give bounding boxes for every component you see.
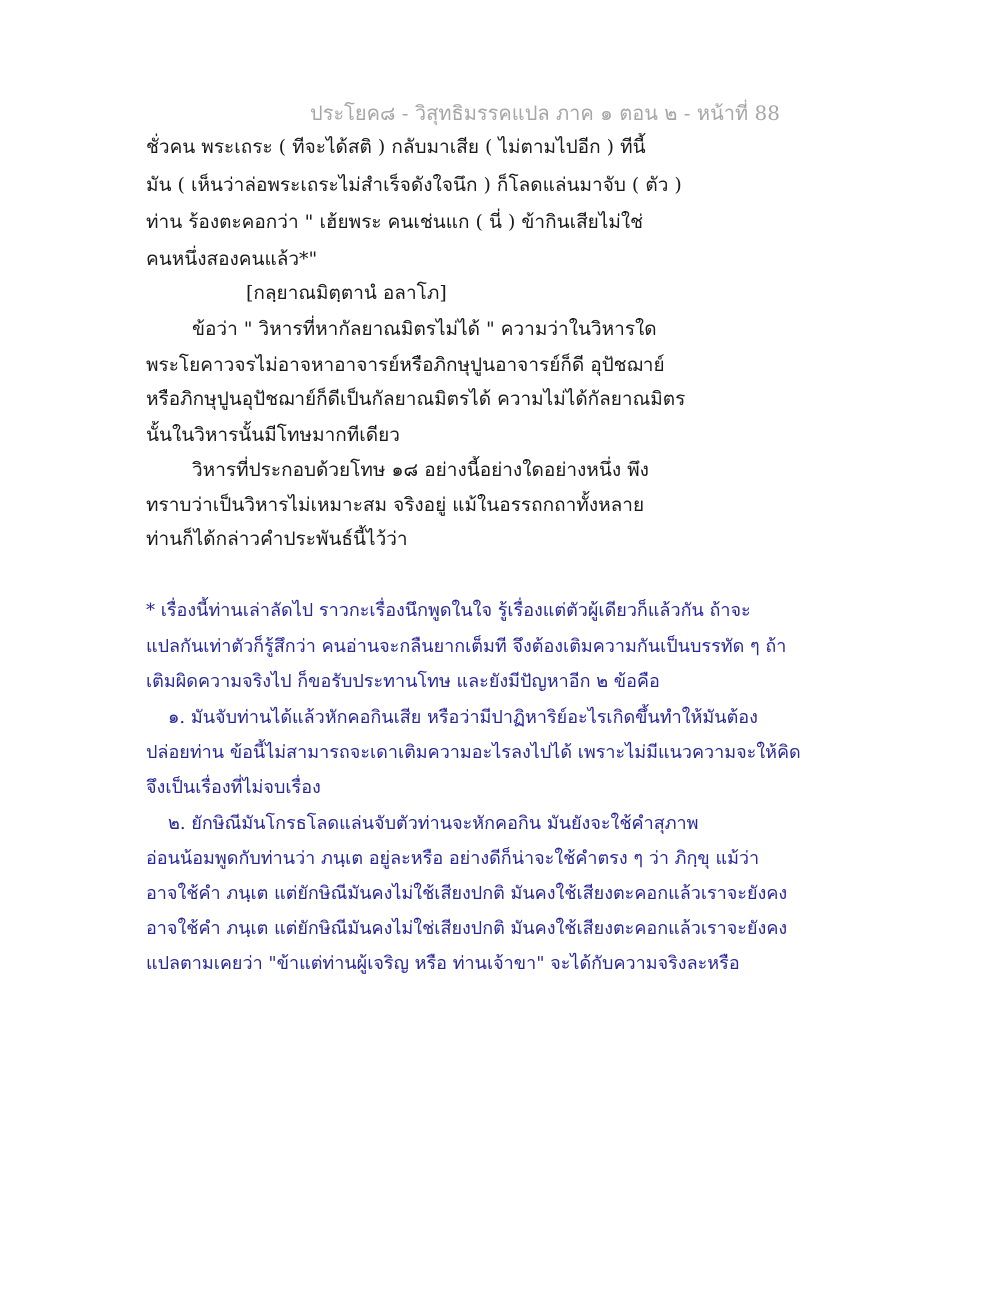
footnote-line: อาจใช้คำ ภนฺเต แต่ยักษิณีมันคงไม่ใช่เสียงปกติ มันคงใช้เสียงตะคอกแล้วเราจะยังคง — [146, 918, 788, 939]
footnote-line: แปลตามเคยว่า "ข้าแต่ท่านผู้เจริญ หรือ ท่านเจ้าขา" จะได้กับความจริงละหรือ — [146, 953, 740, 974]
footnote-line: ๒. ยักษิณีมันโกรธโลดแล่นจับตัวท่านจะหักคอกิน มันยังจะใช้คำสุภาพ — [168, 813, 699, 834]
footnote-line: จึงเป็นเรื่องที่ไม่จบเรื่อง — [146, 777, 321, 798]
footnote-line: ปล่อยท่าน ข้อนี้ไม่สามารถจะเดาเติมความอะไรลงไปได้ เพราะไม่มีแนวความจะให้คิด — [146, 742, 801, 763]
body-line: มัน ( เห็นว่าล่อพระเถระไม่สำเร็จดังใจนึก ) ก็โลดแล่นมาจับ ( ตัว ) — [146, 174, 682, 196]
footnote-line: เติมผิดความจริงไป ก็ขอรับประทานโทษ และยังมีปัญหาอีก ๒ ข้อคือ — [146, 671, 660, 692]
footnote-line: ๑. มันจับท่านได้แล้วหักคอกินเสีย หรือว่ามีปาฏิหาริย์อะไรเกิดขึ้นทำให้มันต้อง — [168, 707, 758, 728]
body-line: คนหนึ่งสองคนแล้ว*" — [146, 248, 318, 270]
body-line: ท่าน ร้องตะคอกว่า " เฮ้ยพระ คนเช่นแก ( นี่ ) ข้ากินเสียไม่ใช่ — [146, 211, 644, 233]
body-line: วิหารที่ประกอบด้วยโทษ ๑๘ อย่างนี้อย่างใดอย่างหนึ่ง พึง — [192, 459, 649, 481]
running-header: ประโยค๘ - วิสุทธิมรรคแปล ภาค ๑ ตอน ๒ - หน้าที่ 88 — [310, 101, 780, 125]
footnote-line: อาจใช้คำ ภนฺเต แต่ยักษิณีมันคงไม่ใช้เสียงปกติ มันคงใช้เสียงตะคอกแล้วเราจะยังคง — [146, 883, 788, 904]
body-line: พระโยคาวจรไม่อาจหาอาจารย์หรือภิกษุปูนอาจารย์ก็ดี อุปัชฌาย์ — [146, 354, 665, 376]
footnote-line: แปลกันเท่าตัวก็รู้สึกว่า คนอ่านจะกลืนยากเต็มที จึงต้องเติมความกันเป็นบรรทัด ๆ ถ้า — [146, 636, 787, 657]
body-line: ท่านก็ได้กล่าวคำประพันธ์นี้ไว้ว่า — [146, 528, 408, 550]
body-line: ทราบว่าเป็นวิหารไม่เหมาะสม จริงอยู่ แม้ในอรรถกถาทั้งหลาย — [146, 494, 645, 516]
body-line: หรือภิกษุปูนอุปัชฌาย์ก็ดีเป็นกัลยาณมิตรได้ ความไม่ได้กัลยาณมิตร — [146, 388, 686, 410]
footnote-line: * เรื่องนี้ท่านเล่าลัดไป ราวกะเรื่องนึกพูดในใจ รู้เรื่องแต่ตัวผู้เดียวก็แล้วกัน ถ้าจะ — [146, 600, 751, 621]
section-heading: [กลฺยาณมิตฺตานํ อลาโภ] — [246, 282, 447, 304]
body-line: ข้อว่า " วิหารที่หากัลยาณมิตรไม่ได้ " ความว่าในวิหารใด — [192, 318, 657, 340]
body-line: ชั่วคน พระเถระ ( ทีจะได้สติ ) กลับมาเสีย ( ไม่ตามไปอีก ) ทีนี้ — [146, 136, 646, 158]
footnote-line: อ่อนน้อมพูดกับท่านว่า ภนฺเต อยู่ละหรือ อย่างดีก็น่าจะใช้คำตรง ๆ ว่า ภิกฺขุ แม้ว่า — [146, 848, 760, 869]
body-line: นั้นในวิหารนั้นมีโทษมากทีเดียว — [146, 424, 400, 446]
